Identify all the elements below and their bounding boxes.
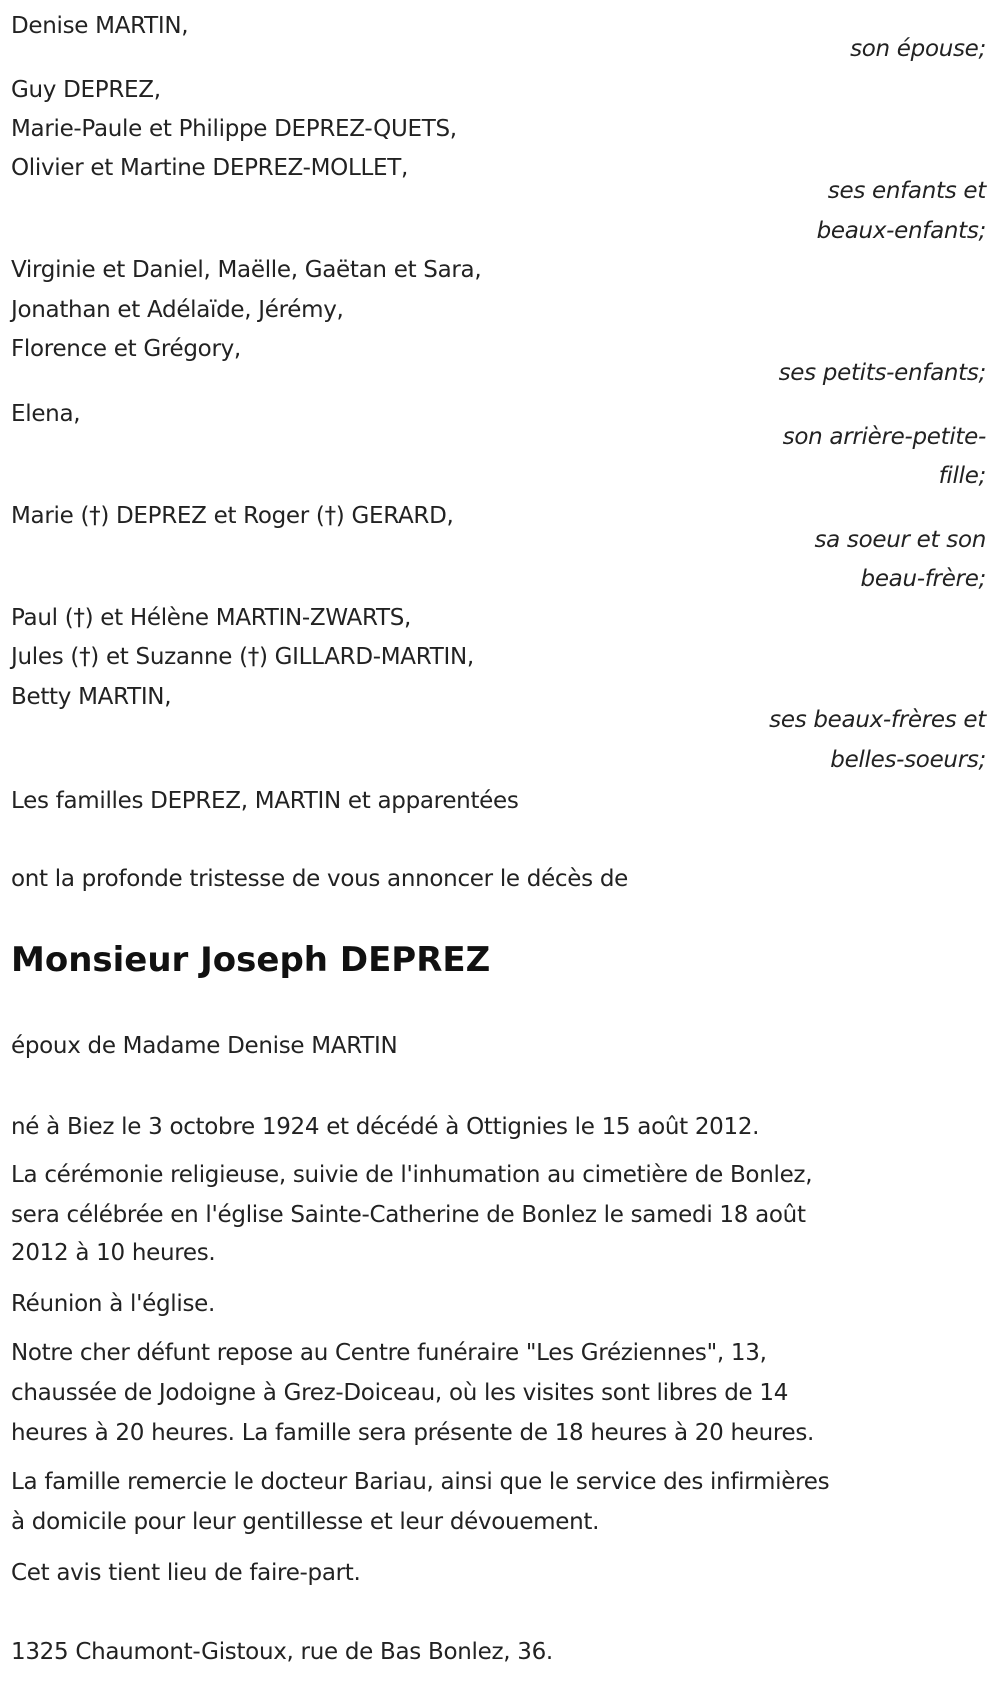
notice-line: Cet avis tient lieu de faire-part.: [11, 1560, 361, 1586]
spouse-line: époux de Madame Denise MARTIN: [11, 1033, 398, 1059]
family-relation: son arrière-petite-: [782, 424, 986, 450]
family-name: Jules (†) et Suzanne (†) GILLARD-MARTIN,: [11, 644, 474, 670]
thanks-line: à domicile pour leur gentillesse et leur dévouement.: [11, 1509, 600, 1535]
visitation-line: chaussée de Jodoigne à Grez-Doiceau, où les visites sont libres de 14: [11, 1380, 789, 1406]
family-name: Elena,: [11, 401, 81, 427]
family-name: Paul (†) et Hélène MARTIN-ZWARTS,: [11, 605, 412, 631]
family-name: Guy DEPREZ,: [11, 77, 161, 103]
birth-death-line: né à Biez le 3 octobre 1924 et décédé à Ottignies le 15 août 2012.: [11, 1114, 760, 1140]
family-relation: sa soeur et son: [814, 527, 986, 553]
family-name: Denise MARTIN,: [11, 13, 189, 39]
family-relation: ses beaux-frères et: [769, 707, 986, 733]
visitation-line: heures à 20 heures. La famille sera présente de 18 heures à 20 heures.: [11, 1420, 815, 1446]
family-name: Marie-Paule et Philippe DEPREZ-QUETS,: [11, 116, 457, 142]
meeting-line: Réunion à l'église.: [11, 1291, 215, 1317]
family-relation: ses petits-enfants;: [778, 360, 986, 386]
family-name: Marie (†) DEPREZ et Roger (†) GERARD,: [11, 503, 454, 529]
family-name: Betty MARTIN,: [11, 684, 172, 710]
family-relation: son épouse;: [850, 36, 986, 62]
families-line: Les familles DEPREZ, MARTIN et apparentées: [11, 788, 519, 814]
ceremony-line: 2012 à 10 heures.: [11, 1240, 216, 1266]
ceremony-line: La cérémonie religieuse, suivie de l'inhumation au cimetière de Bonlez,: [11, 1162, 813, 1188]
family-relation: beaux-enfants;: [816, 218, 986, 244]
visitation-line: Notre cher défunt repose au Centre funéraire "Les Gréziennes", 13,: [11, 1340, 767, 1366]
family-name: Florence et Grégory,: [11, 336, 241, 362]
family-relation: belles-soeurs;: [830, 747, 986, 773]
family-name: Virginie et Daniel, Maëlle, Gaëtan et Sara,: [11, 257, 482, 283]
family-relation: fille;: [938, 463, 986, 489]
announcement: ont la profonde tristesse de vous annoncer le décès de: [11, 866, 628, 892]
deceased-name: Monsieur Joseph DEPREZ: [11, 940, 491, 980]
family-name: Jonathan et Adélaïde, Jérémy,: [11, 297, 344, 323]
family-relation: beau-frère;: [860, 566, 986, 592]
address: 1325 Chaumont-Gistoux, rue de Bas Bonlez, 36.: [11, 1639, 553, 1665]
thanks-line: La famille remercie le docteur Bariau, ainsi que le service des infirmières: [11, 1469, 830, 1495]
family-name: Olivier et Martine DEPREZ-MOLLET,: [11, 155, 408, 181]
ceremony-line: sera célébrée en l'église Sainte-Catherine de Bonlez le samedi 18 août: [11, 1202, 806, 1228]
family-relation: ses enfants et: [827, 178, 986, 204]
